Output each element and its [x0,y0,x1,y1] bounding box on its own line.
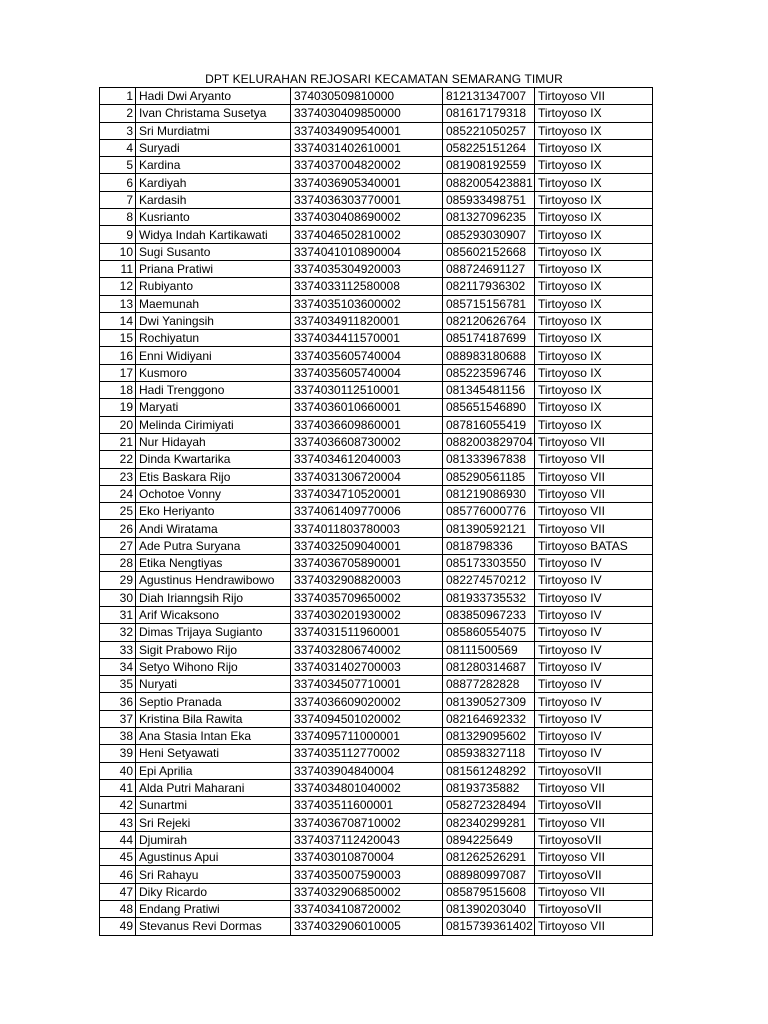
voter-nik: 3374032908820003 [291,572,443,589]
voter-phone: 083850967233 [443,606,535,623]
voter-phone: 088980997087 [443,866,535,883]
row-number: 10 [100,243,136,260]
voter-nik: 3374046502810002 [291,226,443,243]
table-row [100,555,653,572]
voter-name: Dwi Yaningsih [136,312,291,329]
voter-nik: 3374035605740004 [291,364,443,381]
voter-name: Maryati [136,399,291,416]
voter-phone: 081908192559 [443,157,535,174]
voter-nik: 3374032906850002 [291,883,443,900]
voter-nik: 337403904840004 [291,762,443,779]
voter-nik: 3374094501020002 [291,710,443,727]
voter-name: Suryadi [136,139,291,156]
row-number: 41 [100,779,136,796]
row-number: 12 [100,278,136,295]
table-row [100,779,653,796]
voter-name: Endang Pratiwi [136,900,291,917]
table-row [100,122,653,139]
voter-name: Widya Indah Kartikawati [136,226,291,243]
voter-phone: 08193735882 [443,779,535,796]
voter-nik: 3374034801040002 [291,779,443,796]
row-number: 5 [100,157,136,174]
table-row [100,606,653,623]
voter-phone: 08877282828 [443,676,535,693]
table-row [100,814,653,831]
voter-nik: 3374035112770002 [291,745,443,762]
voter-address: Tirtoyoso IX [535,278,653,295]
row-number: 4 [100,139,136,156]
voter-name: Agustinus Apui [136,849,291,866]
table-row [100,105,653,122]
voter-name: Kardiyah [136,174,291,191]
table-row [100,831,653,848]
voter-nik: 3374032806740002 [291,641,443,658]
table-row [100,658,653,675]
voter-address: Tirtoyoso VII [535,779,653,796]
row-number: 22 [100,451,136,468]
voter-phone: 085602152668 [443,243,535,260]
voter-phone: 081327096235 [443,209,535,226]
row-number: 43 [100,814,136,831]
voter-phone: 081933735532 [443,589,535,606]
row-number: 30 [100,589,136,606]
table-row [100,243,653,260]
voter-name: Ade Putra Suryana [136,537,291,554]
voter-phone: 085174187699 [443,330,535,347]
voter-name: Heni Setyawati [136,745,291,762]
voter-nik: 3374034911820001 [291,312,443,329]
voter-nik: 3374035709650002 [291,589,443,606]
row-number: 38 [100,727,136,744]
voter-name: Etika Nengtiyas [136,555,291,572]
voter-phone: 058272328494 [443,797,535,814]
table-row [100,451,653,468]
voter-nik: 3374030201930002 [291,606,443,623]
voter-nik: 3374031402700003 [291,658,443,675]
voter-address: Tirtoyoso BATAS [535,537,653,554]
voter-name: Etis Baskara Rijo [136,468,291,485]
voter-nik: 3374036705890001 [291,555,443,572]
voter-name: Kusmoro [136,364,291,381]
voter-name: Kusrianto [136,209,291,226]
voter-list-body [100,88,653,936]
voter-name: Dinda Kwartarika [136,451,291,468]
voter-address: Tirtoyoso IV [535,745,653,762]
table-row [100,364,653,381]
row-number: 7 [100,191,136,208]
voter-nik: 3374034612040003 [291,451,443,468]
voter-nik: 3374036303770001 [291,191,443,208]
voter-phone: 085223596746 [443,364,535,381]
table-row [100,312,653,329]
table-row [100,693,653,710]
row-number: 2 [100,105,136,122]
voter-name: Sri Rahayu [136,866,291,883]
voter-name: Setyo Wihono Rijo [136,658,291,675]
voter-address: Tirtoyoso IV [535,624,653,641]
voter-phone: 081329095602 [443,727,535,744]
voter-phone: 082117936302 [443,278,535,295]
voter-address: Tirtoyoso IX [535,105,653,122]
voter-address: Tirtoyoso IX [535,399,653,416]
voter-nik: 3374033112580008 [291,278,443,295]
row-number: 23 [100,468,136,485]
voter-phone: 085293030907 [443,226,535,243]
voter-name: Kardasih [136,191,291,208]
table-row [100,485,653,502]
row-number: 27 [100,537,136,554]
voter-name: Hadi Dwi Aryanto [136,88,291,105]
row-number: 36 [100,693,136,710]
table-row [100,676,653,693]
row-number: 32 [100,624,136,641]
voter-nik: 3374035007590003 [291,866,443,883]
table-row [100,641,653,658]
voter-phone: 081617179318 [443,105,535,122]
row-number: 47 [100,883,136,900]
voter-phone: 088983180688 [443,347,535,364]
voter-phone: 082274570212 [443,572,535,589]
voter-phone: 081262526291 [443,849,535,866]
voter-nik: 3374037004820002 [291,157,443,174]
voter-address: Tirtoyoso VII [535,503,653,520]
voter-name: Ivan Christama Susetya [136,105,291,122]
row-number: 33 [100,641,136,658]
voter-address: Tirtoyoso IX [535,174,653,191]
voter-name: Diah Irianngsih Rijo [136,589,291,606]
table-row [100,918,653,935]
voter-nik: 3374034411570001 [291,330,443,347]
voter-address: Tirtoyoso IV [535,555,653,572]
row-number: 3 [100,122,136,139]
voter-phone: 0882005423881 [443,174,535,191]
table-row [100,503,653,520]
voter-address: Tirtoyoso IX [535,364,653,381]
voter-name: Sugi Susanto [136,243,291,260]
voter-address: TirtoyosoVII [535,797,653,814]
voter-phone: 085221050257 [443,122,535,139]
voter-nik: 3374030408690002 [291,209,443,226]
voter-address: Tirtoyoso VII [535,433,653,450]
voter-nik: 3374030409850000 [291,105,443,122]
voter-nik: 3374034108720002 [291,900,443,917]
voter-name: Kardina [136,157,291,174]
voter-address: TirtoyosoVII [535,866,653,883]
voter-name: Nur Hidayah [136,433,291,450]
row-number: 21 [100,433,136,450]
voter-phone: 081390592121 [443,520,535,537]
voter-name: Sunartmi [136,797,291,814]
voter-nik: 3374036609020002 [291,693,443,710]
row-number: 29 [100,572,136,589]
row-number: 48 [100,900,136,917]
voter-phone: 081345481156 [443,382,535,399]
row-number: 1 [100,88,136,105]
table-row [100,572,653,589]
row-number: 6 [100,174,136,191]
row-number: 18 [100,382,136,399]
voter-nik: 3374034710520001 [291,485,443,502]
voter-name: Sri Rejeki [136,814,291,831]
table-row [100,347,653,364]
voter-address: Tirtoyoso VII [535,814,653,831]
voter-address: Tirtoyoso IV [535,589,653,606]
voter-name: Ana Stasia Intan Eka [136,727,291,744]
voter-address: TirtoyosoVII [535,900,653,917]
row-number: 19 [100,399,136,416]
voter-nik: 3374037112420043 [291,831,443,848]
row-number: 14 [100,312,136,329]
voter-nik: 3374032906010005 [291,918,443,935]
voter-phone: 082340299281 [443,814,535,831]
row-number: 24 [100,485,136,502]
table-row [100,209,653,226]
voter-phone: 081333967838 [443,451,535,468]
voter-address: Tirtoyoso IX [535,157,653,174]
voter-phone: 082164692332 [443,710,535,727]
table-row [100,797,653,814]
voter-address: Tirtoyoso IV [535,641,653,658]
voter-address: Tirtoyoso IX [535,312,653,329]
voter-name: Dimas Trijaya Sugianto [136,624,291,641]
table-row [100,710,653,727]
table-row [100,399,653,416]
voter-address: Tirtoyoso IV [535,693,653,710]
voter-nik: 3374041010890004 [291,243,443,260]
row-number: 20 [100,416,136,433]
voter-address: Tirtoyoso IV [535,676,653,693]
voter-address: TirtoyosoVII [535,831,653,848]
voter-name: Priana Pratiwi [136,260,291,277]
voter-address: Tirtoyoso IX [535,122,653,139]
voter-name: Sri Murdiatmi [136,122,291,139]
table-row [100,520,653,537]
voter-nik: 3374031511960001 [291,624,443,641]
row-number: 8 [100,209,136,226]
row-number: 13 [100,295,136,312]
table-row [100,382,653,399]
table-row [100,157,653,174]
table-row [100,745,653,762]
table-row [100,174,653,191]
row-number: 15 [100,330,136,347]
voter-nik: 3374061409770006 [291,503,443,520]
table-row [100,139,653,156]
voter-name: Diky Ricardo [136,883,291,900]
row-number: 35 [100,676,136,693]
voter-phone: 085173303550 [443,555,535,572]
voter-nik: 3374036608730002 [291,433,443,450]
table-row [100,88,653,105]
voter-list-table [99,87,653,936]
voter-address: Tirtoyoso IX [535,347,653,364]
voter-nik: 337403511600001 [291,797,443,814]
voter-phone: 081561248292 [443,762,535,779]
voter-phone: 085938327118 [443,745,535,762]
table-row [100,537,653,554]
voter-phone: 088724691127 [443,260,535,277]
table-row [100,416,653,433]
voter-phone: 085933498751 [443,191,535,208]
voter-nik: 3374031402610001 [291,139,443,156]
voter-nik: 3374035103600002 [291,295,443,312]
voter-phone: 085290561185 [443,468,535,485]
table-row [100,624,653,641]
voter-name: Djumirah [136,831,291,848]
voter-nik: 3374031306720004 [291,468,443,485]
voter-address: Tirtoyoso IV [535,658,653,675]
voter-phone: 081280314687 [443,658,535,675]
voter-name: Stevanus Revi Dormas [136,918,291,935]
voter-address: Tirtoyoso IX [535,260,653,277]
voter-address: Tirtoyoso IX [535,416,653,433]
voter-phone: 081219086930 [443,485,535,502]
voter-address: TirtoyosoVII [535,762,653,779]
voter-phone: 058225151264 [443,139,535,156]
voter-phone: 0894225649 [443,831,535,848]
voter-address: Tirtoyoso IV [535,727,653,744]
row-number: 44 [100,831,136,848]
row-number: 25 [100,503,136,520]
voter-nik: 3374032509040001 [291,537,443,554]
voter-address: Tirtoyoso VII [535,468,653,485]
voter-address: Tirtoyoso VII [535,451,653,468]
table-row [100,849,653,866]
table-row [100,883,653,900]
row-number: 17 [100,364,136,381]
row-number: 37 [100,710,136,727]
voter-address: Tirtoyoso VII [535,918,653,935]
voter-nik: 3374036010660001 [291,399,443,416]
voter-address: Tirtoyoso IV [535,572,653,589]
voter-name: Epi Aprilia [136,762,291,779]
table-row [100,468,653,485]
voter-address: Tirtoyoso VII [535,520,653,537]
voter-name: Hadi Trenggono [136,382,291,399]
voter-name: Melinda Cirimiyati [136,416,291,433]
table-row [100,727,653,744]
table-row [100,260,653,277]
voter-address: Tirtoyoso IX [535,226,653,243]
voter-name: Rubiyanto [136,278,291,295]
voter-nik: 3374036609860001 [291,416,443,433]
table-row [100,433,653,450]
row-number: 42 [100,797,136,814]
voter-address: Tirtoyoso IX [535,191,653,208]
voter-phone: 085860554075 [443,624,535,641]
voter-name: Maemunah [136,295,291,312]
voter-address: Tirtoyoso IX [535,382,653,399]
row-number: 16 [100,347,136,364]
voter-name: Rochiyatun [136,330,291,347]
row-number: 28 [100,555,136,572]
row-number: 34 [100,658,136,675]
table-row [100,900,653,917]
voter-address: Tirtoyoso IX [535,139,653,156]
table-row [100,295,653,312]
row-number: 45 [100,849,136,866]
voter-phone: 081390203040 [443,900,535,917]
voter-name: Nuryati [136,676,291,693]
voter-address: Tirtoyoso IV [535,710,653,727]
voter-phone: 087816055419 [443,416,535,433]
voter-name: Andi Wiratama [136,520,291,537]
table-row [100,278,653,295]
document-title: DPT KELURAHAN REJOSARI KECAMATAN SEMARANG TIMUR [205,72,563,86]
row-number: 31 [100,606,136,623]
voter-nik: 3374035605740004 [291,347,443,364]
table-row [100,330,653,347]
table-row [100,226,653,243]
voter-name: Enni Widiyani [136,347,291,364]
voter-address: Tirtoyoso IX [535,243,653,260]
row-number: 9 [100,226,136,243]
voter-nik: 3374036708710002 [291,814,443,831]
voter-phone: 812131347007 [443,88,535,105]
voter-address: Tirtoyoso IX [535,209,653,226]
voter-address: Tirtoyoso IX [535,295,653,312]
voter-nik: 337403010870004 [291,849,443,866]
voter-phone: 082120626764 [443,312,535,329]
voter-address: Tirtoyoso VII [535,883,653,900]
voter-nik: 3374035304920003 [291,260,443,277]
voter-name: Eko Heriyanto [136,503,291,520]
voter-nik: 3374034909540001 [291,122,443,139]
voter-phone: 0818798336 [443,537,535,554]
voter-name: Alda Putri Maharani [136,779,291,796]
voter-phone: 085776000776 [443,503,535,520]
row-number: 11 [100,260,136,277]
voter-name: Kristina Bila Rawita [136,710,291,727]
voter-nik: 374030509810000 [291,88,443,105]
table-row [100,762,653,779]
voter-nik: 3374011803780003 [291,520,443,537]
voter-phone: 08111500569 [443,641,535,658]
voter-name: Septio Pranada [136,693,291,710]
voter-nik: 3374030112510001 [291,382,443,399]
table-row [100,589,653,606]
voter-phone: 0882003829704 [443,433,535,450]
row-number: 26 [100,520,136,537]
voter-address: Tirtoyoso IV [535,606,653,623]
voter-address: Tirtoyoso VII [535,88,653,105]
voter-nik: 3374095711000001 [291,727,443,744]
voter-nik: 3374036905340001 [291,174,443,191]
voter-address: Tirtoyoso VII [535,849,653,866]
table-row [100,191,653,208]
voter-nik: 3374034507710001 [291,676,443,693]
voter-phone: 081390527309 [443,693,535,710]
voter-phone: 0815739361402 [443,918,535,935]
row-number: 46 [100,866,136,883]
voter-phone: 085879515608 [443,883,535,900]
voter-phone: 085651546890 [443,399,535,416]
voter-address: Tirtoyoso VII [535,485,653,502]
voter-address: Tirtoyoso IX [535,330,653,347]
voter-name: Arif Wicaksono [136,606,291,623]
row-number: 49 [100,918,136,935]
voter-name: Sigit Prabowo Rijo [136,641,291,658]
voter-phone: 085715156781 [443,295,535,312]
voter-name: Ochotoe Vonny [136,485,291,502]
row-number: 39 [100,745,136,762]
table-row [100,866,653,883]
voter-name: Agustinus Hendrawibowo [136,572,291,589]
row-number: 40 [100,762,136,779]
